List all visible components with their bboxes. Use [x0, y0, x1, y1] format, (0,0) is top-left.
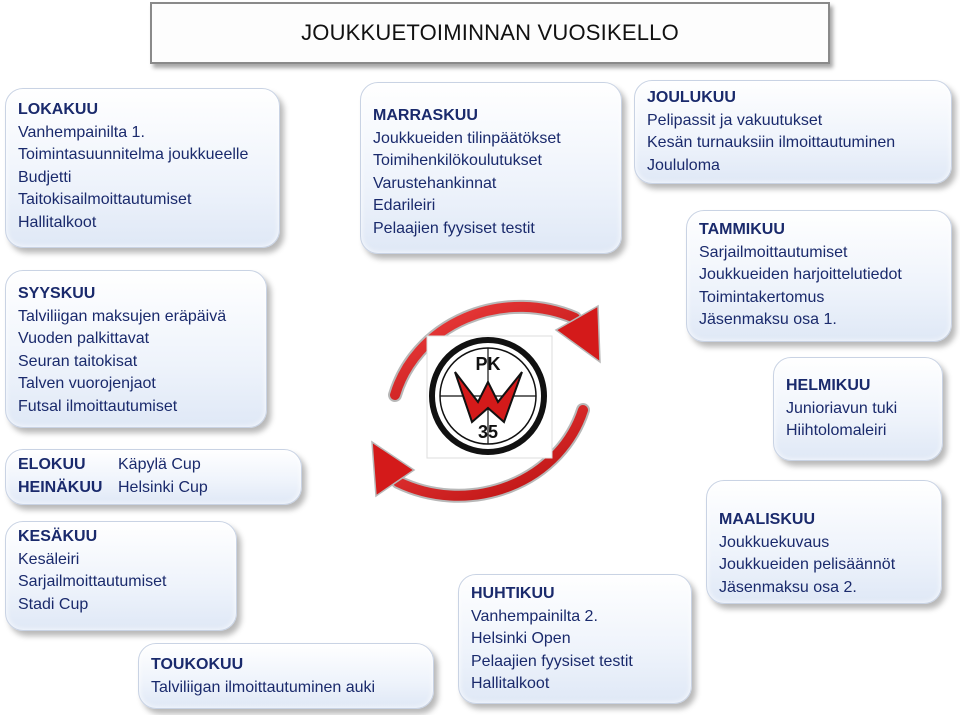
page-title: JOUKKUETOIMINNAN VUOSIKELLO: [301, 20, 679, 45]
list-item: Pelaajien fyysiset testit: [373, 219, 535, 237]
list-item: Edarileiri: [373, 197, 436, 214]
list-item: Pelaajien fyysiset testit: [471, 652, 633, 670]
list-item: Talven vuorojenjaot: [18, 375, 156, 392]
club-logo: [427, 336, 552, 458]
month-heading: JOULUKUU: [647, 89, 736, 106]
list-item: Hallitalkoot: [18, 213, 97, 231]
card-toukokuu: [138, 643, 434, 709]
card-helmikuu: [773, 357, 943, 461]
month-heading: HEINÄKUU: [18, 478, 103, 496]
list-item: Sarjailmoittautumiset: [699, 243, 848, 261]
list-item: Taitokisailmoittautumiset: [18, 191, 192, 208]
list-item: Talviliigan maksujen eräpäivä: [18, 307, 227, 325]
list-item: Käpylä Cup: [118, 456, 201, 473]
list-item: Hallitalkoot: [471, 675, 550, 692]
month-heading: MARRASKUU: [373, 107, 478, 124]
list-item: Toimintakertomus: [699, 288, 825, 306]
card-maaliskuu: [706, 480, 942, 604]
month-heading: TOUKOKUU: [151, 656, 244, 673]
card-lokakuu: [5, 88, 280, 248]
list-item: Junioriavun tuki: [786, 399, 898, 417]
list-item: Jäsenmaksu osa 1.: [699, 311, 837, 328]
month-heading: HUHTIKUU: [471, 585, 555, 602]
card-marraskuu: [360, 82, 622, 254]
list-item: Budjetti: [18, 168, 72, 186]
card-kesakuu: [5, 521, 237, 631]
list-item: Joukkueiden pelisäännöt: [719, 556, 896, 573]
month-heading: TAMMIKUU: [699, 221, 785, 238]
list-item: Toimihenkilökoulutukset: [373, 152, 542, 169]
list-item: Helsinki Open: [471, 630, 571, 647]
month-heading: SYYSKUU: [18, 285, 96, 302]
month-row-elokuu: [18, 454, 289, 477]
month-heading: HELMIKUU: [786, 377, 871, 394]
card-elokuu-heinakuu: [5, 449, 302, 505]
card-tammikuu: [686, 210, 952, 342]
list-item: Joukkueiden tilinpäätökset: [373, 129, 561, 147]
list-item: Vanhempainilta 1.: [18, 123, 145, 141]
month-heading: KESÄKUU: [18, 528, 98, 545]
card-joulukuu: [634, 80, 952, 184]
list-item: Stadi Cup: [18, 595, 89, 613]
card-huhtikuu: [458, 574, 692, 704]
list-item: Pelipassit ja vakuutukset: [647, 111, 823, 129]
logo-text-top: PK: [475, 354, 501, 374]
logo-text-bottom: 35: [477, 422, 499, 442]
list-item: Jäsenmaksu osa 2.: [719, 578, 857, 596]
month-heading: MAALISKUU: [719, 511, 815, 528]
list-item: Joukkuekuvaus: [719, 533, 830, 551]
list-item: Futsal ilmoittautumiset: [18, 397, 178, 415]
card-syyskuu: [5, 270, 267, 428]
list-item: Seuran taitokisat: [18, 352, 138, 370]
list-item: Toimintasuunnitelma joukkueelle: [18, 146, 249, 163]
list-item: Kesäleiri: [18, 550, 80, 568]
list-item: Helsinki Cup: [118, 478, 208, 496]
list-item: Joukkueiden harjoittelutiedot: [699, 266, 902, 283]
list-item: Varustehankinnat: [373, 174, 497, 192]
list-item: Vanhempainilta 2.: [471, 607, 598, 625]
list-item: Vuoden palkittavat: [18, 330, 150, 347]
list-item: Sarjailmoittautumiset: [18, 573, 167, 590]
month-heading: ELOKUU: [18, 456, 86, 473]
list-item: Hiihtolomaleiri: [786, 422, 887, 439]
month-heading: LOKAKUU: [18, 101, 98, 118]
list-item: Kesän turnauksiin ilmoittautuminen: [647, 134, 896, 151]
month-row-heinakuu: [18, 477, 289, 500]
list-item: Talviliigan ilmoittautuminen auki: [151, 678, 376, 696]
list-item: Joululoma: [647, 156, 720, 174]
